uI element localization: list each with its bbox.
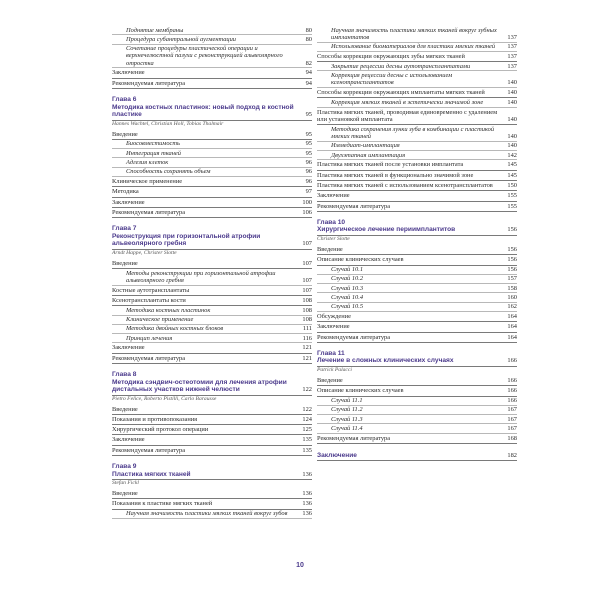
page-ref: 156: [507, 256, 517, 264]
entry-title: Пластика мягких тканей с использованием ксенотрансплантатов: [317, 182, 493, 190]
toc-left-column: [112, 26, 312, 519]
entry-title: Методика сохранения лунки зуба в комбинации с пластикой мягких тканей: [331, 125, 495, 141]
entry-title: Сочетание процедуры пластической операции и верхнечелюстной пазухи с реконструкцией альвеолярного отростка: [126, 45, 283, 67]
chapter-authors: Stefan Fickl: [112, 480, 139, 486]
page-ref: 155: [507, 192, 517, 200]
entry-title: Случай 11.3: [331, 415, 363, 423]
page-ref: 121: [302, 354, 312, 362]
entry-title: Способность сохранять объем: [126, 168, 211, 176]
toc-entry[interactable]: [317, 424, 517, 433]
entry-title: Случай 10.1: [331, 266, 364, 274]
page-ref: 140: [507, 115, 517, 123]
toc-entry[interactable]: [112, 316, 312, 325]
toc-entry[interactable]: [317, 406, 517, 415]
page-ref: 136: [302, 500, 312, 508]
entry-title: Заключение: [112, 344, 145, 352]
entry-title: Заключение: [317, 192, 350, 200]
entry-title: Костные аутотрансплантаты: [112, 286, 190, 294]
entry-title: Введение: [112, 490, 138, 497]
page-ref: 106: [302, 208, 312, 216]
toc-entry[interactable]: [112, 425, 312, 435]
toc-entry[interactable]: [317, 293, 517, 302]
page-ref: 82: [305, 59, 312, 67]
page-ref: 125: [302, 426, 312, 434]
page-ref: 166: [507, 387, 517, 395]
entry-title: Пластика мягких тканей после установки имплантата: [317, 161, 464, 169]
entry-title: Методика костных пластинок: [126, 306, 211, 314]
page-ref: 156: [507, 266, 517, 274]
page-ref: 94: [305, 69, 312, 77]
toc-right-column: [317, 26, 517, 461]
toc-entry[interactable]: [112, 405, 312, 415]
page-ref: 94: [305, 79, 312, 87]
page-number: 10: [296, 562, 304, 569]
entry-title: Введение: [112, 259, 138, 267]
entry-title: Случай 11.4: [331, 424, 363, 432]
chapter-authors: Patrick Palacci: [317, 366, 352, 373]
page-ref: 95: [305, 149, 312, 157]
page-ref: 140: [507, 133, 517, 141]
entry-title: Введение: [317, 245, 343, 253]
page-ref: 145: [507, 171, 517, 179]
page-ref: 136: [302, 470, 312, 478]
toc-entry[interactable]: [112, 259, 312, 269]
chapter-title-row[interactable]: [112, 104, 312, 121]
toc-entry[interactable]: [112, 35, 312, 44]
chapter-authors: Pietro Felice, Roberto Pistilli, Carlo Barausse: [112, 395, 217, 402]
toc-entry[interactable]: [112, 325, 312, 334]
toc-entry[interactable]: [317, 181, 517, 191]
entry-title: Процедура субантральной аугментации: [126, 35, 236, 43]
toc-entry[interactable]: [112, 140, 312, 149]
entry-title: Клиническое применение: [112, 178, 183, 186]
toc-entry[interactable]: [112, 198, 312, 208]
page-ref: 145: [507, 161, 517, 169]
entry-title: Рекомендуемая литература: [317, 202, 391, 210]
page-ref: 124: [302, 415, 312, 423]
chapter-title-row[interactable]: [112, 379, 312, 396]
toc-entry[interactable]: [112, 415, 312, 425]
entry-title: Случай 10.4: [331, 293, 364, 301]
page-ref: 136: [302, 490, 312, 497]
entry-title: Поднятие мембраны: [126, 26, 184, 34]
toc-entry[interactable]: [112, 45, 312, 69]
entry-title: Коррекция рецессии десны с использованием ксенотрансплантатов: [331, 71, 453, 87]
toc-entry[interactable]: [317, 43, 517, 52]
page-ref: 135: [302, 446, 312, 454]
page-ref: 121: [302, 344, 312, 352]
page-ref: 122: [302, 386, 312, 394]
chapter-authors: Arndt Happe, Christer Slotte: [112, 249, 177, 256]
entry-title: Заключение: [112, 436, 145, 444]
page-ref: 96: [305, 178, 312, 186]
page-ref: 107: [302, 286, 312, 294]
chapter-heading: [317, 350, 517, 376]
chapter-heading: [112, 371, 312, 405]
page-ref: 164: [507, 313, 517, 321]
entry-title: Рекомендуемая литература: [112, 446, 186, 454]
toc-entry[interactable]: [317, 52, 517, 62]
entry-title: Введение: [112, 405, 138, 413]
spacer: [317, 444, 517, 452]
toc-entry[interactable]: [112, 354, 312, 364]
page-ref: 96: [305, 168, 312, 176]
toc-entry[interactable]: [317, 202, 517, 212]
page-ref: 142: [507, 151, 517, 159]
page-ref: 158: [507, 284, 517, 292]
entry-title: Рекомендуемая литература: [112, 354, 186, 362]
entry-title: Случай 11.2: [331, 406, 363, 414]
page-ref: 97: [305, 188, 312, 196]
page-ref: 164: [507, 323, 517, 331]
toc-entry[interactable]: [112, 306, 312, 315]
toc-entry[interactable]: [112, 510, 312, 519]
entry-title: Показания к пластике мягких тканей: [112, 500, 213, 508]
toc-entry[interactable]: [317, 386, 517, 396]
toc-entry[interactable]: [112, 187, 312, 197]
page-ref: 156: [507, 245, 517, 253]
toc-entry[interactable]: [317, 333, 517, 343]
page-ref: 108: [302, 316, 312, 324]
entry-title: Хирургический протокол операции: [112, 426, 209, 434]
page-ref: 164: [507, 333, 517, 341]
entry-title: Рекомендуемая литература: [112, 208, 186, 216]
toc-entry[interactable]: [112, 149, 312, 158]
entry-title: Иммедиат-имплантация: [331, 142, 400, 150]
toc-entry[interactable]: [317, 71, 517, 88]
page-ref: 136: [302, 510, 312, 518]
page-ref: 137: [507, 52, 517, 60]
toc-entry[interactable]: [112, 208, 312, 218]
toc-entry[interactable]: [317, 266, 517, 275]
entry-title: Научная значимость пластики мягких тканей вокруг зубов: [126, 510, 288, 518]
entry-title: Рекомендуемая литература: [112, 79, 186, 87]
page-ref: 122: [302, 405, 312, 413]
toc-entry[interactable]: [317, 108, 517, 126]
page-ref: 80: [305, 35, 312, 43]
page-ref: 156: [507, 226, 517, 234]
page-ref: 107: [302, 240, 312, 248]
toc-entry[interactable]: [112, 177, 312, 187]
entry-title: Коррекция мягких тканей в эстетически значимой зоне: [331, 98, 484, 106]
chapter-heading: [112, 463, 312, 489]
entry-title: Заключение: [317, 323, 350, 331]
chapter-title-row[interactable]: [112, 233, 312, 250]
toc-entry-conclusion[interactable]: [317, 452, 517, 462]
toc-entry[interactable]: [317, 191, 517, 201]
chapter-title-row[interactable]: [317, 226, 517, 236]
entry-title: Пластика мягких тканей, проводимая единовременно с удалением или установкой имплантата: [317, 108, 498, 123]
toc-entry[interactable]: [317, 98, 517, 107]
entry-title: Случай 10.2: [331, 275, 364, 283]
chapter-title: Методика костных пластинок: новый подход в костной пластике: [112, 103, 294, 119]
page-ref: 80: [305, 26, 312, 34]
chapter-label: Глава 6: [112, 96, 137, 104]
toc-entry[interactable]: [317, 312, 517, 322]
page-ref: 107: [302, 259, 312, 267]
page-ref: 166: [507, 376, 517, 384]
page-ref: 167: [507, 406, 517, 414]
toc-entry[interactable]: [317, 376, 517, 386]
page-ref: 167: [507, 424, 517, 432]
page-ref: 140: [507, 89, 517, 97]
entry-title: Научная значимость пластики мягких тканей вокруг зубных имплантатов: [331, 26, 497, 41]
entry-title: Рекомендуемая литература: [317, 434, 391, 442]
entry-title: Закрытие рецессии десны аутотрансплантатами: [331, 62, 471, 70]
page-ref: 95: [305, 130, 312, 138]
toc-entry[interactable]: [112, 489, 312, 499]
entry-title: Методика двойных костных блоков: [126, 325, 224, 333]
toc-entry[interactable]: [317, 62, 517, 71]
entry-title: Двухэтапная имплантация: [331, 151, 406, 159]
toc-entry[interactable]: [112, 68, 312, 78]
page-ref: 166: [507, 397, 517, 404]
page-ref: 108: [302, 296, 312, 304]
toc-entry[interactable]: [112, 296, 312, 306]
entry-title: Способы коррекции окружающих зубы мягких тканей: [317, 52, 465, 60]
page-ref: 116: [302, 334, 312, 342]
entry-title: Биосовместимость: [126, 140, 180, 148]
entry-title: Случай 10.5: [331, 303, 364, 311]
chapter-heading: [317, 219, 517, 245]
toc-entry[interactable]: [112, 79, 312, 89]
toc-entry[interactable]: [317, 303, 517, 312]
page-ref: 160: [507, 293, 517, 301]
page-ref: 166: [507, 357, 517, 365]
page-ref: 100: [302, 198, 312, 206]
toc-entry[interactable]: [112, 130, 312, 140]
entry-title: Использование биоматериалов для пластики мягких тканей: [331, 43, 496, 51]
page-ref: 108: [302, 306, 312, 314]
toc-entry[interactable]: [317, 284, 517, 293]
entry-title: Пластика мягких тканей в функционально значимой зоне: [317, 171, 474, 179]
entry-title: Заключение: [317, 451, 357, 459]
chapter-label: Глава 8: [112, 371, 137, 379]
toc-entry[interactable]: [112, 26, 312, 35]
page-ref: 137: [507, 43, 517, 51]
page-ref: 140: [507, 142, 517, 150]
entry-title: Методы реконструкции при горизонтальной атрофии альвеолярного гребня: [126, 269, 276, 284]
toc-entry[interactable]: [112, 343, 312, 353]
toc-entry[interactable]: [317, 397, 517, 406]
entry-title: Описание клинических случаев: [317, 387, 404, 395]
chapter-label: Глава 7: [112, 225, 137, 233]
entry-title: Случай 11.1: [331, 397, 363, 404]
page-ref: 107: [302, 276, 312, 284]
chapter-title: Лечение в сложных клинических случаях: [317, 357, 454, 365]
chapter-authors: Christer Slotte: [317, 235, 350, 242]
page-ref: 140: [507, 79, 517, 87]
toc-entry[interactable]: [317, 245, 517, 255]
toc-entry[interactable]: [317, 151, 517, 160]
page-ref: 137: [507, 33, 517, 41]
entry-title: Рекомендуемая литература: [317, 333, 391, 341]
entry-title: Введение: [112, 130, 138, 138]
entry-title: Показания и противопоказания: [112, 415, 198, 423]
chapter-label: Глава 11: [317, 349, 345, 357]
toc-entry[interactable]: [112, 269, 312, 286]
toc-entry[interactable]: [317, 275, 517, 284]
toc-entry[interactable]: [317, 160, 517, 170]
toc-entry[interactable]: [317, 26, 517, 43]
entry-title: Методика: [112, 188, 139, 196]
toc-entry[interactable]: [112, 334, 312, 343]
page-ref: 162: [507, 303, 517, 311]
chapter-title: Пластика мягких тканей: [112, 470, 191, 478]
toc-entry[interactable]: [112, 168, 312, 177]
chapter-label: Глава 9: [112, 463, 137, 470]
entry-title: Интеграция тканей: [126, 149, 181, 157]
page-ref: 167: [507, 415, 517, 423]
chapter-title: Методика сэндвич-остеотомии для лечения атрофии дистальных участков нижней челюсти: [112, 378, 287, 394]
toc-entry[interactable]: [112, 499, 312, 509]
page-ref: 95: [305, 140, 312, 148]
toc-entry[interactable]: [317, 125, 517, 142]
chapter-title: Хирургическое лечение периимплантитов: [317, 226, 456, 234]
toc-entry[interactable]: [317, 88, 517, 98]
page-ref: 155: [507, 202, 517, 210]
toc-entry[interactable]: [112, 446, 312, 456]
toc-entry[interactable]: [112, 286, 312, 296]
toc-entry[interactable]: [317, 434, 517, 444]
page-ref: 96: [305, 158, 312, 166]
chapter-title-row[interactable]: [317, 357, 517, 367]
page-ref: 140: [507, 98, 517, 106]
entry-title: Обсуждение: [317, 313, 351, 321]
page-ref: 95: [305, 111, 312, 119]
toc-entry[interactable]: [317, 142, 517, 151]
page-ref: 111: [302, 325, 312, 333]
entry-title: Случай 10.3: [331, 284, 364, 292]
chapter-heading: [112, 96, 312, 130]
page-ref: 135: [302, 436, 312, 444]
entry-title: Адгезия клеток: [126, 158, 169, 166]
page-ref: 150: [507, 182, 517, 190]
toc-entry[interactable]: [317, 255, 517, 265]
chapter-heading: [112, 225, 312, 259]
entry-title: Клиническое применение: [126, 316, 194, 324]
page-ref: 168: [507, 434, 517, 442]
toc-entry[interactable]: [112, 158, 312, 167]
chapter-authors: Hannes Wachtel, Christian Holl, Tobias Thalmair: [112, 120, 224, 127]
page-ref: 182: [507, 451, 517, 459]
entry-title: Заключение: [112, 69, 145, 77]
entry-title: Заключение: [112, 198, 145, 206]
page-ref: 137: [507, 62, 517, 70]
entry-title: Описание клинических случаев: [317, 256, 404, 264]
chapter-label: Глава 10: [317, 218, 346, 226]
entry-title: Введение: [317, 376, 343, 384]
chapter-title: Реконструкция при горизонтальной атрофии альвеолярного гребня: [112, 232, 261, 248]
entry-title: Ксенотрансплантаты кости: [112, 296, 186, 304]
page-ref: 157: [507, 275, 517, 283]
toc-entry[interactable]: [317, 171, 517, 181]
toc-entry[interactable]: [317, 415, 517, 424]
toc-entry[interactable]: [112, 435, 312, 445]
entry-title: Принцип лечения: [126, 334, 173, 342]
entry-title: Способы коррекции окружающих имплантаты мягких тканей: [317, 89, 485, 97]
toc-entry[interactable]: [317, 322, 517, 332]
chapter-title-row[interactable]: [112, 471, 312, 481]
